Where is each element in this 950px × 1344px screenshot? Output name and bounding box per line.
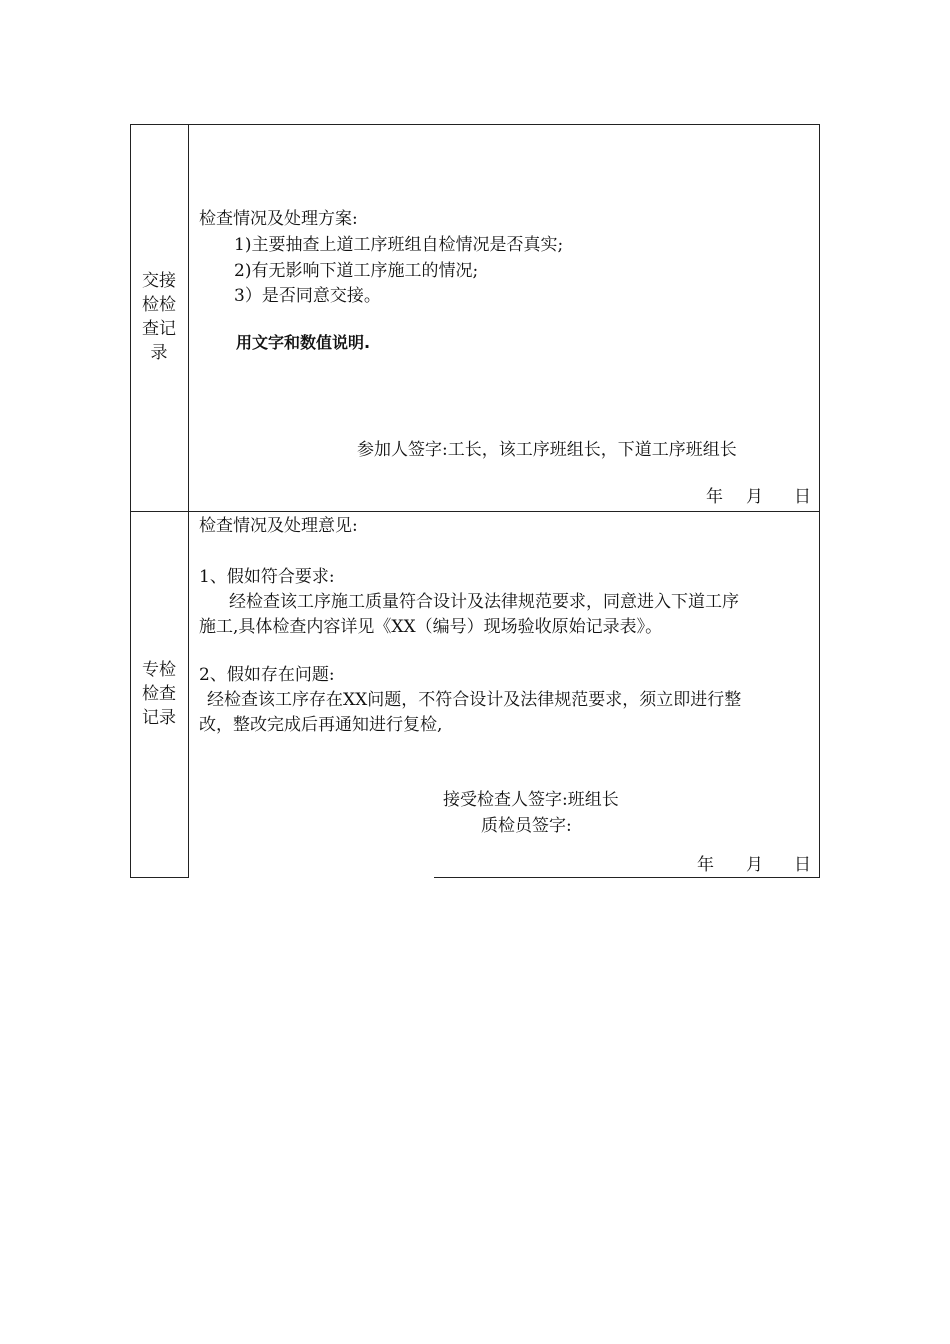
- label-line: 专检: [142, 660, 176, 680]
- label-line: 检检: [142, 295, 176, 315]
- label-column-divider: [188, 124, 189, 878]
- label-line: 录: [150, 343, 168, 363]
- date-day: 日: [794, 855, 811, 875]
- case1-title: 1、假如符合要求:: [199, 567, 335, 587]
- bottom-border-right: [434, 877, 820, 878]
- check-item-3: 3）是否同意交接。: [234, 286, 381, 306]
- table-top-border: [130, 124, 820, 125]
- date-year: 年: [706, 487, 723, 507]
- table-right-border: [819, 124, 820, 878]
- label-line: 查记: [142, 319, 176, 339]
- check-item-1: 1)主要抽查上道工序班组自检情况是否真实;: [234, 235, 564, 255]
- bottom-border-left: [130, 877, 189, 878]
- table-left-border: [130, 124, 131, 878]
- case1-text-line1: 经检查该工序施工质量符合设计及法律规范要求，同意进入下道工序: [229, 592, 739, 612]
- handover-inspection-label: [130, 269, 188, 365]
- instruction-note: 用文字和数值说明.: [236, 333, 371, 352]
- date-year: 年: [697, 855, 714, 875]
- section-divider: [130, 511, 820, 512]
- section2-heading: 检查情况及处理意见:: [199, 516, 358, 536]
- case2-text-line1: 经检查该工序存在XX问题，不符合设计及法律规范要求，须立即进行整: [207, 690, 742, 710]
- case1-text-line2: 施工,具体检查内容详见《XX（编号）现场验收原始记录表》。: [199, 617, 663, 637]
- case2-text-line2: 改，整改完成后再通知进行复检,: [199, 715, 443, 735]
- participant-signature: 参加人签字:工长，该工序班组长，下道工序班组长: [357, 440, 737, 460]
- case2-title: 2、假如存在问题:: [199, 665, 335, 685]
- check-item-2: 2)有无影响下道工序施工的情况;: [234, 261, 479, 281]
- date-month: 月: [746, 487, 763, 507]
- date-day: 日: [794, 487, 811, 507]
- label-line: 检查: [142, 684, 176, 704]
- inspection-record-table: [130, 124, 820, 878]
- quality-inspector-signature: 质检员签字:: [481, 816, 572, 836]
- label-line: 交接: [142, 271, 176, 291]
- section1-heading: 检查情况及处理方案:: [199, 209, 358, 229]
- inspectee-signature: 接受检查人签字:班组长: [443, 790, 619, 810]
- label-line: 记录: [142, 708, 176, 728]
- special-inspection-label: [130, 658, 188, 730]
- date-month: 月: [746, 855, 763, 875]
